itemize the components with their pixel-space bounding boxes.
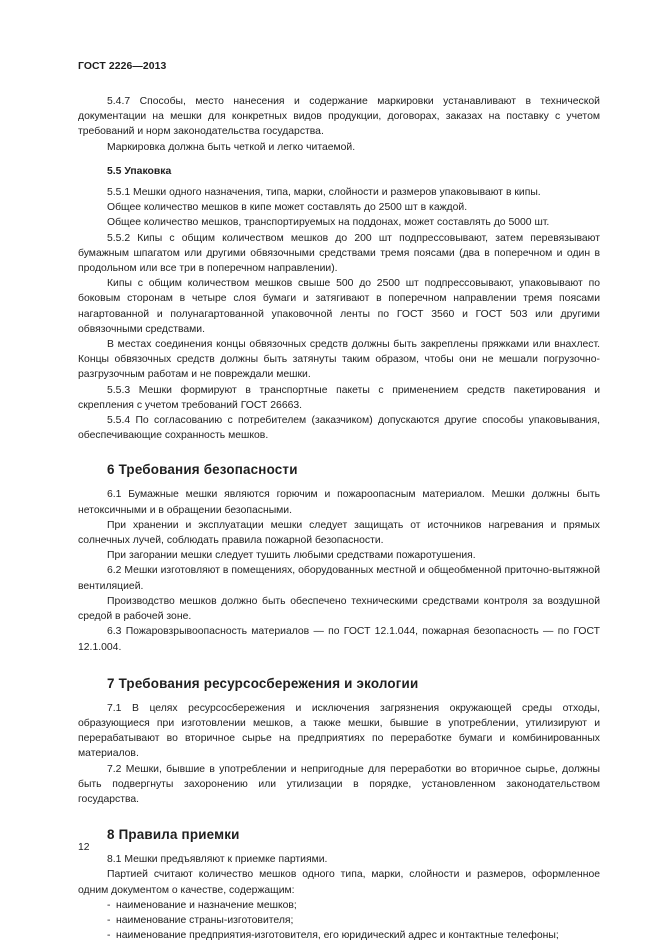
paragraph-7-2: 7.2 Мешки, бывшие в употреблении и непригодные для переработки во вторичное сырье, должны быть подвергнуты захоронению или утилизации в порядке, установленном законодательством государства. xyxy=(78,763,600,805)
paragraph-5-5-4: 5.5.4 По согласованию с потребителем (заказчиком) допускаются другие способы упаковывания, обеспечивающие сохранность мешков. xyxy=(78,415,600,442)
list-marker: - xyxy=(107,914,111,926)
paragraph-5-5-2: 5.5.2 Кипы с общим количеством мешков до 200 шт подпрессовывают, затем перевязывают бумажным шпагатом или другими обвязочными средствами тремя поясами (два в поперечном и один в продольном или все три в поперечном направлении). xyxy=(78,232,600,275)
paragraph-8-1: 8.1 Мешки предъявляют к приемке партиями. xyxy=(107,854,328,866)
section-heading-6: 6 Требования безопасности xyxy=(107,462,298,478)
list-item-text: наименование и назначение мешков; xyxy=(116,899,297,911)
paragraph: Маркировка должна быть четкой и легко читаемой. xyxy=(107,141,356,153)
list-item xyxy=(78,913,600,928)
list-marker: - xyxy=(107,899,111,911)
list-item xyxy=(78,928,600,943)
subsection-heading-5-5: 5.5 Упаковка xyxy=(107,165,172,177)
paragraph-5-4-7: 5.4.7 Способы, место нанесения и содержание маркировки устанавливают в технической документации на мешки для конкретных видов продукции, договорах, заказах на поставку с учетом требований и норм законодательства государства. xyxy=(78,96,600,138)
paragraph-5-5-1: 5.5.1 Мешки одного назначения, типа, марки, слойности и размеров упаковывают в кипы. xyxy=(107,187,541,199)
section-heading-7: 7 Требования ресурсосбережения и экологии xyxy=(107,675,419,691)
paragraph-5-5-3: 5.5.3 Мешки формируют в транспортные пакеты с применением средств пакетирования и скрепления с учетом требований ГОСТ 26663. xyxy=(78,384,600,411)
page-number: 12 xyxy=(78,842,90,853)
paragraph-6-2: 6.2 Мешки изготовляют в помещениях, оборудованных местной и общеобменной приточно-вытяжной вентиляцией. xyxy=(78,565,600,592)
paragraph-6-1: 6.1 Бумажные мешки являются горючим и пожароопасным материалом. Мешки должны быть нетоксичными и в обращении безопасными. xyxy=(78,489,600,516)
paragraph-6-3: 6.3 Пожаровзрывоопасность материалов — по ГОСТ 12.1.044, пожарная безопасность — по ГОСТ 12.1.004. xyxy=(78,626,600,653)
list-marker: - xyxy=(107,930,111,942)
list-item-text: наименование предприятия-изготовителя, его юридический адрес и контактные телефоны; xyxy=(116,930,559,942)
paragraph: При загорании мешки следует тушить любыми средствами пожаротушения. xyxy=(107,550,476,562)
paragraph: Общее количество мешков в кипе может составлять до 2500 шт в каждой. xyxy=(107,202,468,214)
paragraph: В местах соединения концы обвязочных средств должны быть закреплены пряжками или внахлест. Концы обвязочных средств должны быть затянуты таким образом, чтобы они не мешали погрузочно-разгрузочным работам и не повреждали мешки. xyxy=(78,339,600,381)
paragraph: При хранении и эксплуатации мешки следует защищать от источников нагревания и прямых солнечных лучей, соблюдать правила пожарной безопасности. xyxy=(78,519,600,547)
list-item xyxy=(78,898,600,913)
paragraph: Партией считают количество мешков одного типа, марки, слойности и размеров, оформленное одним документом о качестве, содержащим: xyxy=(78,869,600,896)
paragraph: Общее количество мешков, транспортируемых на поддонах, может составлять до 5000 шт. xyxy=(107,217,550,229)
section-heading-8: 8 Правила приемки xyxy=(107,827,240,843)
paragraph: Кипы с общим количеством мешков свыше 500 до 2500 шт подпрессовывают, упаковывают по боковым сторонам в четыре слоя бумаги и затягивают в поперечном направлении тремя поясами нагартованной и полунагартованной упаковочной ленты по ГОСТ 3560 и ГОСТ 503 или другими обвязочными средствами. xyxy=(78,278,600,335)
paragraph-7-1: 7.1 В целях ресурсосбережения и исключения загрязнения окружающей среды отходы, образующиеся при изготовлении мешков, а также мешки, бывшие в употреблении, утилизируют и перерабатывают во вторичное сырье на предприятиях по переработке бумаги и комбинированных материалов. xyxy=(78,702,600,760)
document-body xyxy=(78,94,600,943)
list-item-text: наименование страны-изготовителя; xyxy=(116,914,294,926)
paragraph: Производство мешков должно быть обеспечено техническими средствами контроля за воздушной средой в рабочей зоне. xyxy=(78,595,600,623)
document-header: ГОСТ 2226—2013 xyxy=(78,61,167,72)
